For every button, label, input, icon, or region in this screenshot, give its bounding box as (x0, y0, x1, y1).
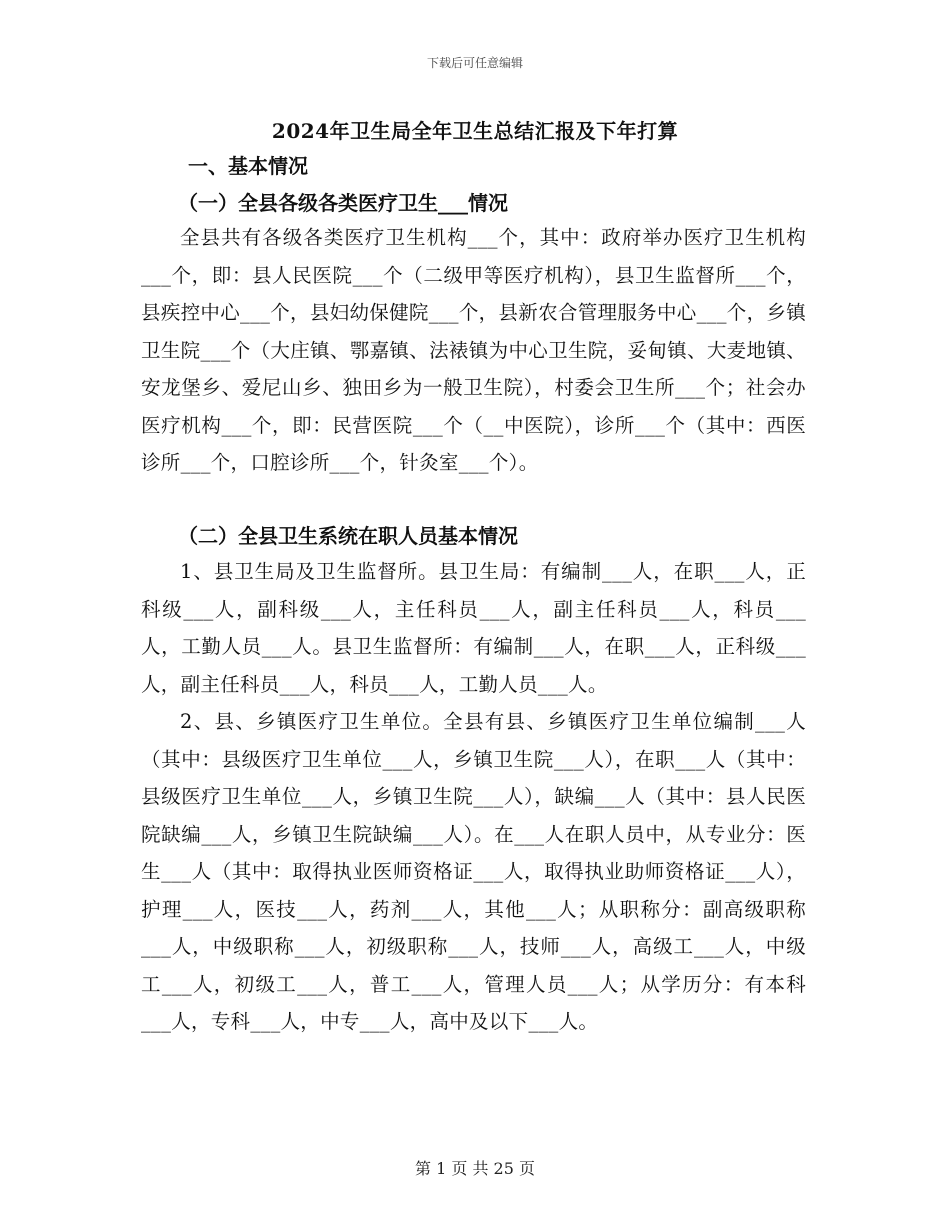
paragraph-medical-institutions: 全县共有各级各类医疗卫生机构___个，其中：政府举办医疗卫生机构___个，即：县人民医院___个（二级甲等医疗机构），县卫生监督所___个，县疾控中心___个，县妇幼保健院___个，县新农合管理服务中心___个，乡镇卫生院___个（大庄镇、鄂嘉镇、法裱镇为中心卫生院，妥甸镇、大麦地镇、安龙堡乡、爱尼山乡、独田乡为一般卫生院），村委会卫生所___个；社会办医疗机构___个，即：民营医院___个（__中医院），诊所___个（其中：西医诊所___个，口腔诊所___个，针灸室___个）。 (141, 226, 806, 474)
paragraph-health-bureau-staff: 1、县卫生局及卫生监督所。县卫生局：有编制___人，在职___人，正科级___人，副科级___人，主任科员___人，副主任科员___人，科员___人，工勤人员___人。县卫生监督所：有编制___人，在职___人，正科级___人，副主任科员___人，科员___人，工勤人员___人。 (141, 560, 806, 696)
header-note: 下载后可任意编辑 (426, 56, 523, 70)
subsection-heading-medical-institutions: （一）全县各级各类医疗卫生___情况 (178, 191, 508, 215)
subsection-heading-staff-situation: （二）全县卫生系统在职人员基本情况 (178, 524, 518, 548)
paragraph-county-township-units: 2、县、乡镇医疗卫生单位。全县有县、乡镇医疗卫生单位编制___人（其中：县级医疗卫生单位___人，乡镇卫生院___人），在职___人（其中：县级医疗卫生单位___人，乡镇卫生院___人），缺编___人（其中：县人民医院缺编___人，乡镇卫生院缺编___人）。在___人在职人员中，从专业分：医生___人（其中：取得执业医师资格证___人，取得执业助师资格证___人），护理___人，医技___人，药剂___人，其他___人；从职称分：副高级职称___人，中级职称___人，初级职称___人，技师___人，高级工___人，中级工___人，初级工___人，普工___人，管理人员___人；从学历分：有本科___人，专科___人，中专___人，高中及以下___人。 (141, 710, 806, 1033)
document-title: 2024年卫生局全年卫生总结汇报及下年打算 (271, 119, 679, 143)
section-heading-basic-situation: 一、基本情况 (188, 154, 308, 178)
page-footer: 第 1 页 共 25 页 (415, 1159, 535, 1178)
